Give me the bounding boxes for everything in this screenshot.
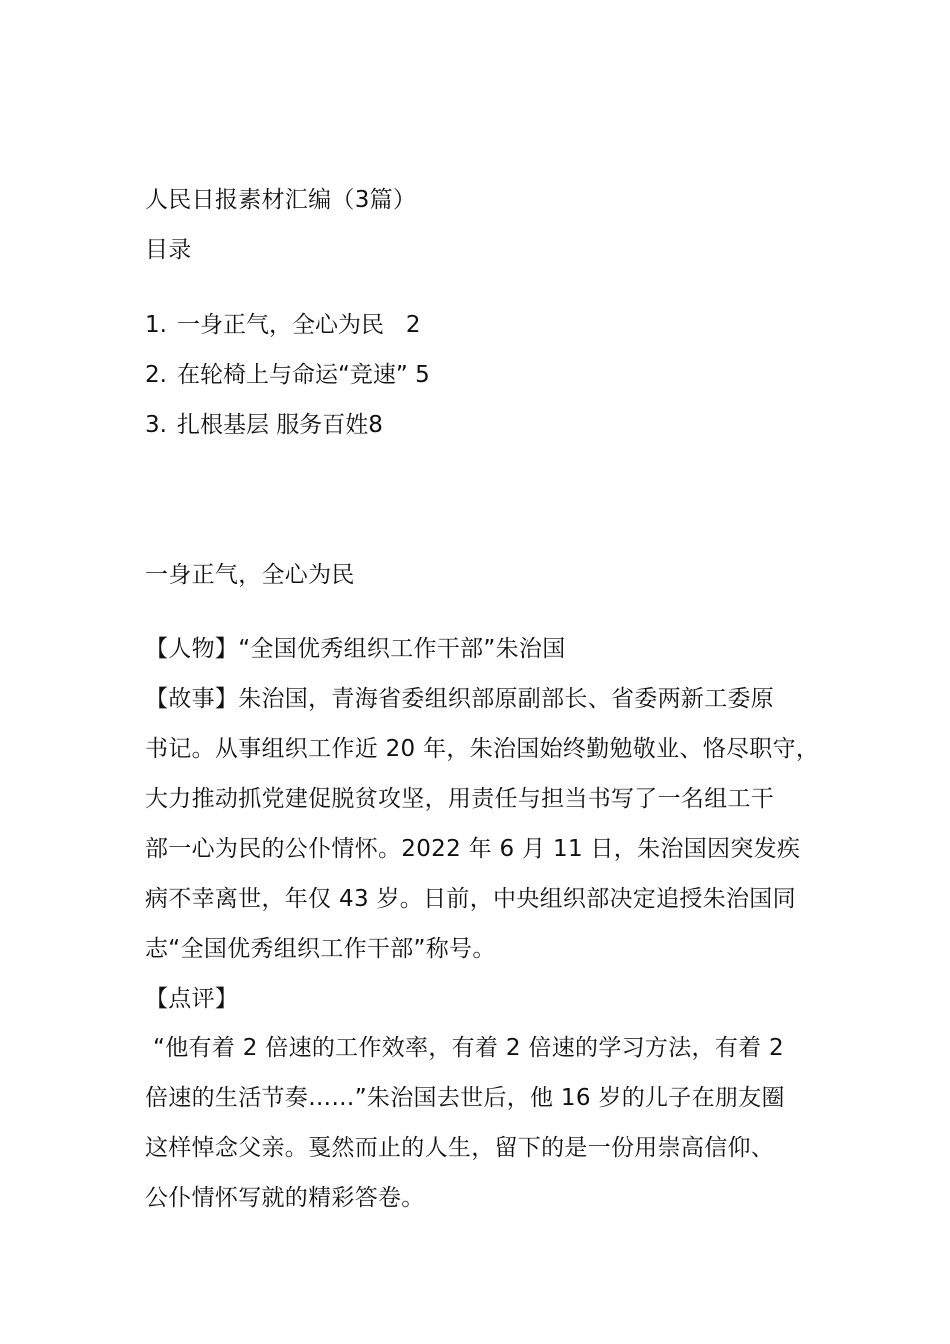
comment-line: 倍速的生活节奏……”朱治国去世后，他 16 岁的儿子在朋友圈: [145, 1085, 785, 1111]
toc-item[interactable]: [145, 360, 430, 390]
story-line: 部一心为民的公仆情怀。2022 年 6 月 11 日，朱治国因突发疾: [145, 836, 801, 862]
comment-line: 这样悼念父亲。戛然而止的人生，留下的是一份用崇高信仰、: [145, 1135, 775, 1161]
document-title: 人民日报素材汇编（3篇）: [145, 187, 417, 213]
story-line: 病不幸离世，年仅 43 岁。日前，中央组织部决定追授朱治国同: [145, 886, 796, 912]
toc-item[interactable]: [145, 410, 383, 440]
toc-item-text: 一身正气，全心为民 2: [177, 312, 421, 338]
person-line: 【人物】“全国优秀组织工作干部”朱治国: [145, 636, 566, 662]
comment-line: 公仆情怀写就的精彩答卷。: [145, 1185, 425, 1211]
toc-item[interactable]: [145, 310, 421, 340]
toc-item-text: 在轮椅上与命运“竞速” 5: [177, 362, 430, 388]
toc-item-number: 2.: [145, 362, 167, 388]
story-line: 书记。从事组织工作近 20 年，朱治国始终勤勉敬业、恪尽职守，: [145, 736, 820, 762]
section-title: 一身正气，全心为民: [145, 562, 355, 588]
toc-heading: 目录: [145, 237, 192, 263]
comment-label: 【点评】: [145, 986, 239, 1012]
toc-item-text: 扎根基层 服务百姓8: [177, 412, 383, 438]
story-line: 【故事】朱治国，青海省委组织部原副部长、省委两新工委原: [145, 686, 775, 712]
story-line: 大力推动抓党建促脱贫攻坚，用责任与担当书写了一名组工干: [145, 786, 775, 812]
story-line: 志“全国优秀组织工作干部”称号。: [145, 936, 496, 962]
toc-item-number: 3.: [145, 412, 167, 438]
toc-item-number: 1.: [145, 312, 167, 338]
comment-line: “他有着 2 倍速的工作效率，有着 2 倍速的学习方法，有着 2: [153, 1035, 784, 1061]
